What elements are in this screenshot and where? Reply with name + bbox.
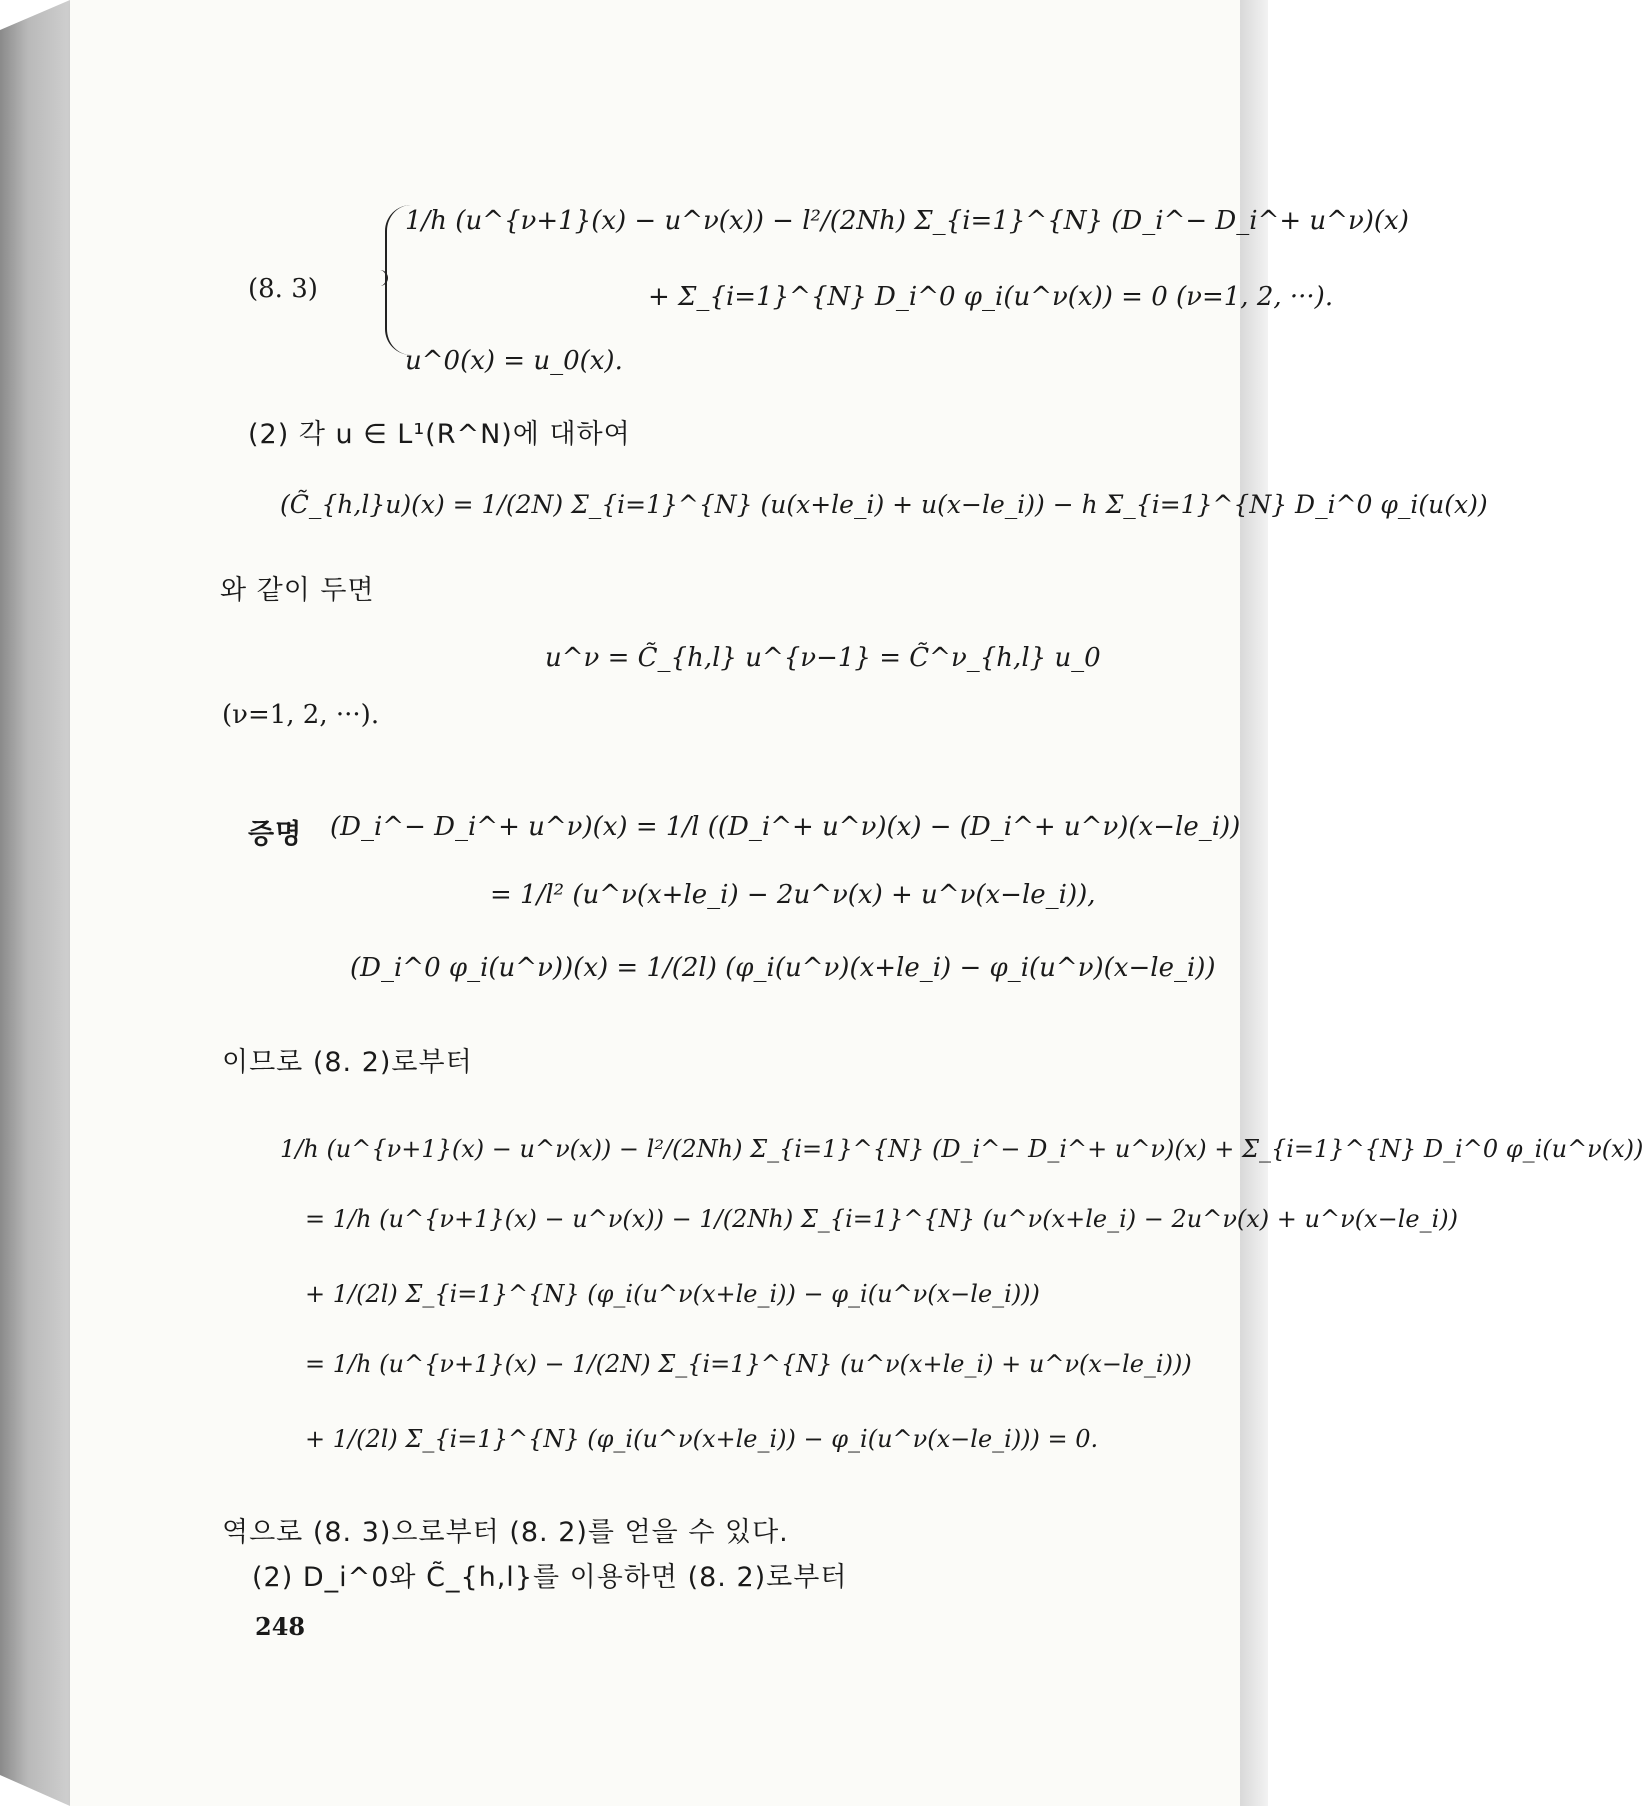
item2-intro: (2) 각 u ∈ L¹(R^N)에 대하여 <box>248 419 631 450</box>
then-text: 와 같이 두면 <box>220 575 375 606</box>
iteration-formula: u^ν = C̃_{h,l} u^{ν−1} = C̃^ν_{h,l} u_0 <box>545 643 1101 673</box>
proof-line-1: (D_i^− D_i^+ u^ν)(x) = 1/l ((D_i^+ u^ν)(x) − (D_i^+ u^ν)(x−le_i)) <box>330 812 1241 842</box>
derivation-line-2: = 1/h (u^{ν+1}(x) − u^ν(x)) − 1/(2Nh) Σ_{i=1}^{N} (u^ν(x+le_i) − 2u^ν(x) + u^ν(x−le_i)) <box>305 1205 1458 1233</box>
operator-definition: (C̃_{h,l}u)(x) = 1/(2N) Σ_{i=1}^{N} (u(x+le_i) + u(x−le_i)) − h Σ_{i=1}^{N} D_i^0 φ_i(u(x)) <box>280 490 1488 519</box>
proof-line-2: = 1/l² (u^ν(x+le_i) − 2u^ν(x) + u^ν(x−le_i)), <box>490 880 1096 910</box>
book-spine <box>0 0 70 1806</box>
system-line-2: + Σ_{i=1}^{N} D_i^0 φ_i(u^ν(x)) = 0 (ν=1, 2, ···). <box>648 282 1334 312</box>
derivation-line-3: + 1/(2l) Σ_{i=1}^{N} (φ_i(u^ν(x+le_i)) − φ_i(u^ν(x−le_i))) <box>305 1280 1040 1308</box>
proof-label: 증명 <box>248 819 303 850</box>
conclusion-text: 역으로 (8. 3)으로부터 (8. 2)를 얻을 수 있다. <box>222 1517 789 1548</box>
system-line-3: u^0(x) = u_0(x). <box>405 346 623 376</box>
derivation-line-1: 1/h (u^{ν+1}(x) − u^ν(x)) − l²/(2Nh) Σ_{i=1}^{N} (D_i^− D_i^+ u^ν)(x) + Σ_{i=1}^{N} D_i^0 φ_i(u^ν(x)) <box>280 1135 1643 1163</box>
derivation-line-4: = 1/h (u^{ν+1}(x) − 1/(2N) Σ_{i=1}^{N} (u^ν(x+le_i) + u^ν(x−le_i))) <box>305 1350 1192 1378</box>
derivation-line-5: + 1/(2l) Σ_{i=1}^{N} (φ_i(u^ν(x+le_i)) − φ_i(u^ν(x−le_i))) = 0. <box>305 1425 1099 1453</box>
proof-line-3: (D_i^0 φ_i(u^ν))(x) = 1/(2l) (φ_i(u^ν)(x+le_i) − φ_i(u^ν)(x−le_i)) <box>350 953 1216 983</box>
item2-second: (2) D_i^0와 C̃_{h,l}를 이용하면 (8. 2)로부터 <box>252 1562 848 1593</box>
page-edge <box>1240 0 1268 1806</box>
nu-range: (ν=1, 2, ···). <box>222 700 380 730</box>
page-number: 248 <box>255 1612 306 1641</box>
equation-label: (8. 3) <box>248 274 318 304</box>
therefore-text: 이므로 (8. 2)로부터 <box>222 1047 473 1078</box>
system-line-1: 1/h (u^{ν+1}(x) − u^ν(x)) − l²/(2Nh) Σ_{i=1}^{N} (D_i^− D_i^+ u^ν)(x) <box>405 206 1409 236</box>
